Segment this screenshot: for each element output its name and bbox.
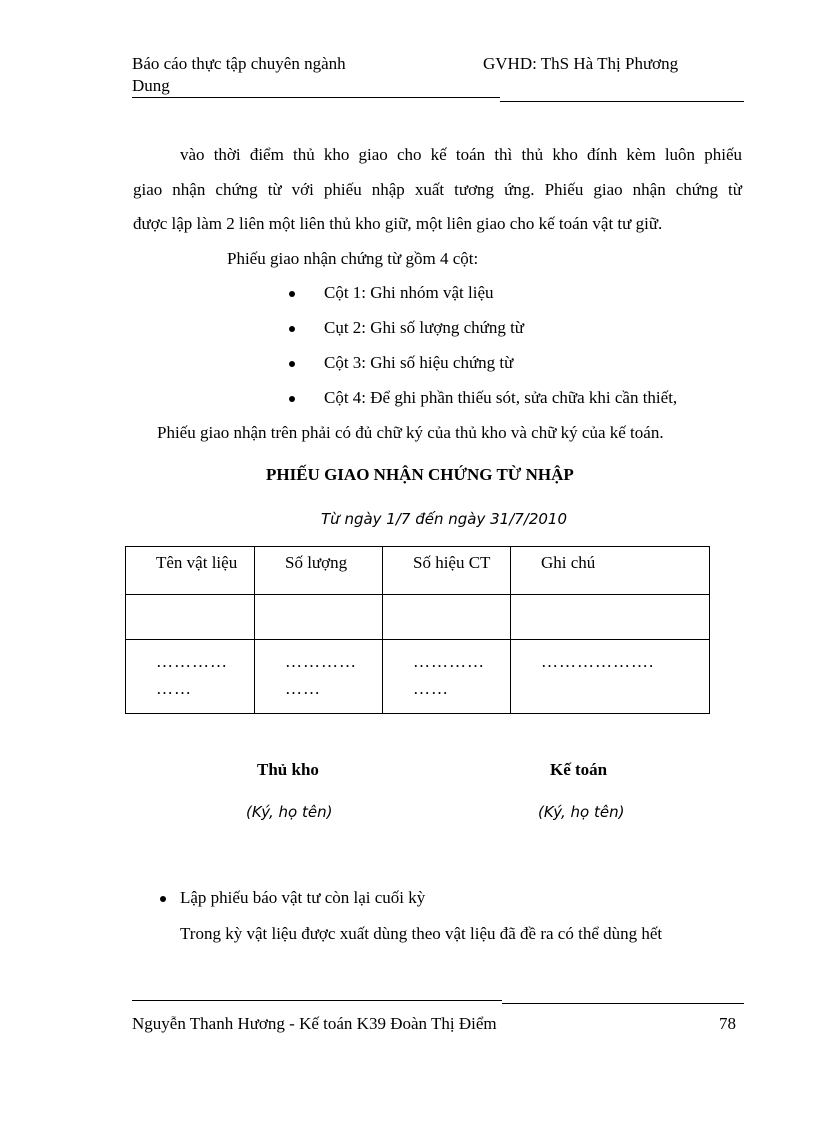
table-row — [126, 640, 710, 714]
table-header-row — [126, 547, 710, 595]
header-quantity: Số lượng — [255, 547, 383, 595]
dots-placeholder: …… — [156, 679, 192, 698]
bullet-icon — [289, 361, 295, 367]
bullet-icon — [289, 291, 295, 297]
column-item-2: Cụt 2: Ghi số lượng chứng từ — [324, 318, 525, 337]
header-material-name: Tên vật liệu — [126, 547, 255, 595]
header-right: GVHD: ThS Hà Thị Phương — [483, 54, 679, 73]
header-document-number: Số hiệu CT — [383, 547, 511, 595]
paragraph-line-3: được lập làm 2 liên một liên thủ kho giữ, một liên giao cho kế toán vật tư giữ. — [133, 214, 663, 233]
table-cell — [126, 640, 255, 714]
bullet-icon — [160, 896, 166, 902]
dots-placeholder: ………… — [413, 652, 485, 671]
table-cell — [511, 640, 710, 714]
table-cell — [255, 640, 383, 714]
page-number: 78 — [719, 1014, 736, 1033]
table-cell — [255, 595, 383, 640]
table-row — [126, 595, 710, 640]
header-left-line1: Báo cáo thực tập chuyên ngành — [132, 54, 346, 73]
signature-note: Phiếu giao nhận trên phải có đủ chữ ký của thủ kho và chữ ký của kế toán. — [157, 423, 664, 442]
signer-accountant-note: (Ký, họ tên) — [538, 803, 625, 821]
signer-storekeeper-note: (Ký, họ tên) — [246, 803, 333, 821]
signer-storekeeper-title: Thủ kho — [257, 760, 319, 779]
bullet-icon — [289, 326, 295, 332]
column-item-1: Cột 1: Ghi nhóm vật liệu — [324, 283, 494, 302]
dots-placeholder: ………………. — [541, 652, 655, 671]
header-rule-left — [132, 97, 500, 98]
table-cell — [383, 640, 511, 714]
header-notes: Ghi chú — [511, 547, 710, 595]
form-title: PHIẾU GIAO NHẬN CHỨNG TỪ NHẬP — [266, 465, 574, 484]
table-cell — [126, 595, 255, 640]
form-date-range: Từ ngày 1/7 đến ngày 31/7/2010 — [321, 510, 568, 528]
column-item-3: Cột 3: Ghi số hiệu chứng từ — [324, 353, 514, 372]
footer-rule-left — [132, 1000, 502, 1001]
bullet-icon — [289, 396, 295, 402]
paragraph-line-1: vào thời điểm thủ kho giao cho kế toán thì thủ kho đính kèm luôn phiếu — [180, 145, 742, 164]
header-rule-right — [500, 101, 744, 102]
footer-author: Nguyễn Thanh Hương - Kế toán K39 Đoàn Thị Điểm — [132, 1014, 497, 1033]
dots-placeholder: …… — [285, 679, 321, 698]
paragraph-line-2: giao nhận chứng từ với phiếu nhập xuất tương ứng. Phiếu giao nhận chứng từ — [133, 180, 742, 199]
footer-rule-right — [502, 1003, 744, 1004]
table-cell — [383, 595, 511, 640]
dots-placeholder: ………… — [285, 652, 357, 671]
header-left-line2: Dung — [132, 76, 170, 95]
column-item-4: Cột 4: Để ghi phần thiếu sót, sửa chữa khi cần thiết, — [324, 388, 678, 407]
section-bullet-text: Lập phiếu báo vật tư còn lại cuối kỳ — [180, 888, 426, 907]
signer-accountant-title: Kế toán — [550, 760, 608, 779]
receipt-table — [125, 546, 710, 714]
table-cell — [511, 595, 710, 640]
columns-intro: Phiếu giao nhận chứng từ gồm 4 cột: — [227, 249, 479, 268]
section-paragraph: Trong kỳ vật liệu được xuất dùng theo vật liệu đã đề ra có thể dùng hết — [180, 924, 663, 943]
dots-placeholder: ………… — [156, 652, 228, 671]
dots-placeholder: …… — [413, 679, 449, 698]
